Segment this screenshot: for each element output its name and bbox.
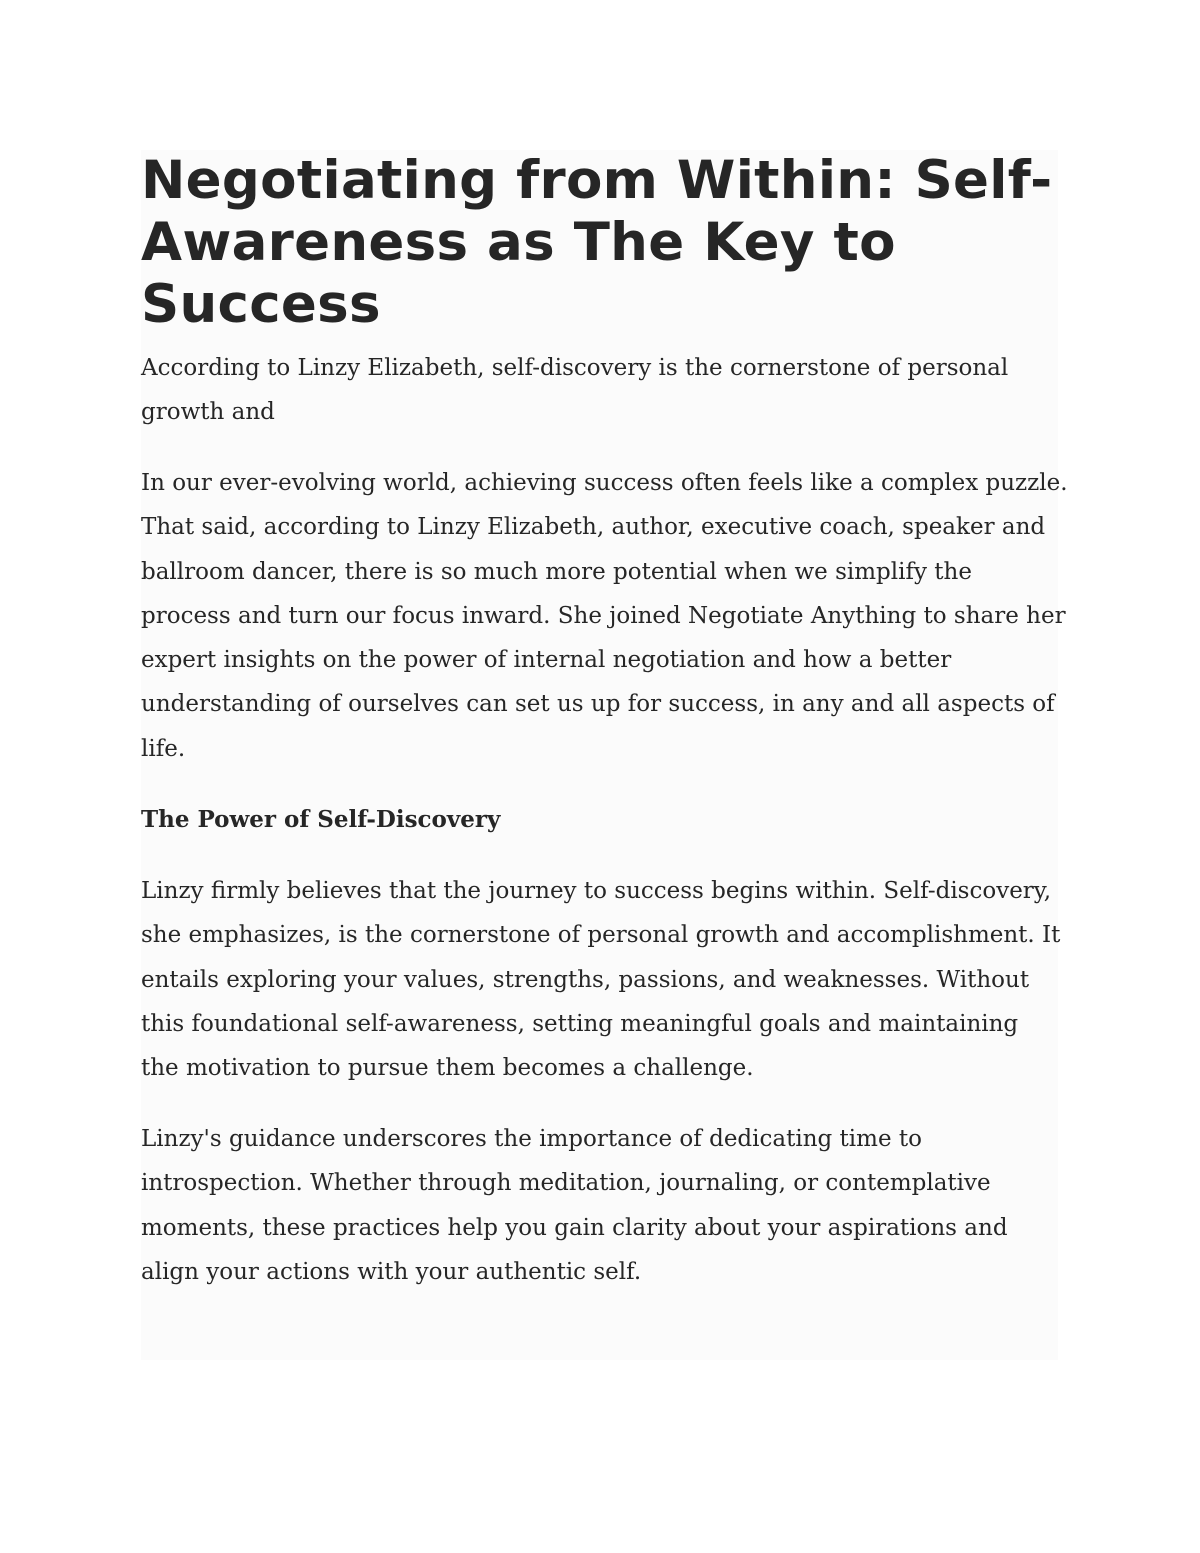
text-line: process and turn our focus inward. She joined Negotiate Anything to share her [141, 602, 1066, 629]
intro-paragraph [141, 346, 1058, 435]
text-line: expert insights on the power of internal negotiation and how a better [141, 647, 952, 674]
text-line: Linzy firmly believes that the journey to success begins within. Self-discovery, [141, 878, 1052, 904]
paragraph-3 [141, 1117, 1058, 1294]
text-line: this foundational self-awareness, setting meaningful goals and maintaining [141, 1010, 1019, 1037]
text-line: That said, according to Linzy Elizabeth, author, executive coach, speaker and [141, 514, 1046, 541]
text-line: introspection. Whether through meditation, journaling, or contemplative [141, 1170, 991, 1197]
text-line: she emphasizes, is the cornerstone of personal growth and accomplishment. It [141, 922, 1061, 949]
text-line: understanding of ourselves can set us up for success, in any and all aspects of [141, 691, 1055, 718]
text-line: align your actions with your authentic self. [141, 1258, 642, 1285]
text-line: growth and [141, 399, 275, 426]
title-line: Success [141, 274, 381, 335]
text-line: According to Linzy Elizabeth, self-discovery is the cornerstone of personal [141, 355, 1009, 381]
section-heading: The Power of Self-Discovery [141, 806, 501, 833]
text-line: the motivation to pursue them becomes a challenge. [141, 1055, 754, 1082]
title-line: Negotiating from Within: Self- [141, 150, 1053, 211]
paragraph-2 [141, 869, 1061, 1090]
title-line: Awareness as The Key to [141, 212, 896, 273]
text-line: life. [141, 735, 186, 762]
text-line: entails exploring your values, strengths, passions, and weaknesses. Without [141, 966, 1030, 993]
text-line: In our ever-evolving world, achieving success often feels like a complex puzzle. [141, 470, 1068, 496]
text-line: Linzy's guidance underscores the importance of dedicating time to [141, 1126, 922, 1152]
document-title [141, 150, 1058, 336]
text-line: moments, these practices help you gain clarity about your aspirations and [141, 1214, 1008, 1241]
text-line: ballroom dancer, there is so much more potential when we simplify the [141, 558, 972, 585]
paragraph-1 [141, 461, 1068, 771]
